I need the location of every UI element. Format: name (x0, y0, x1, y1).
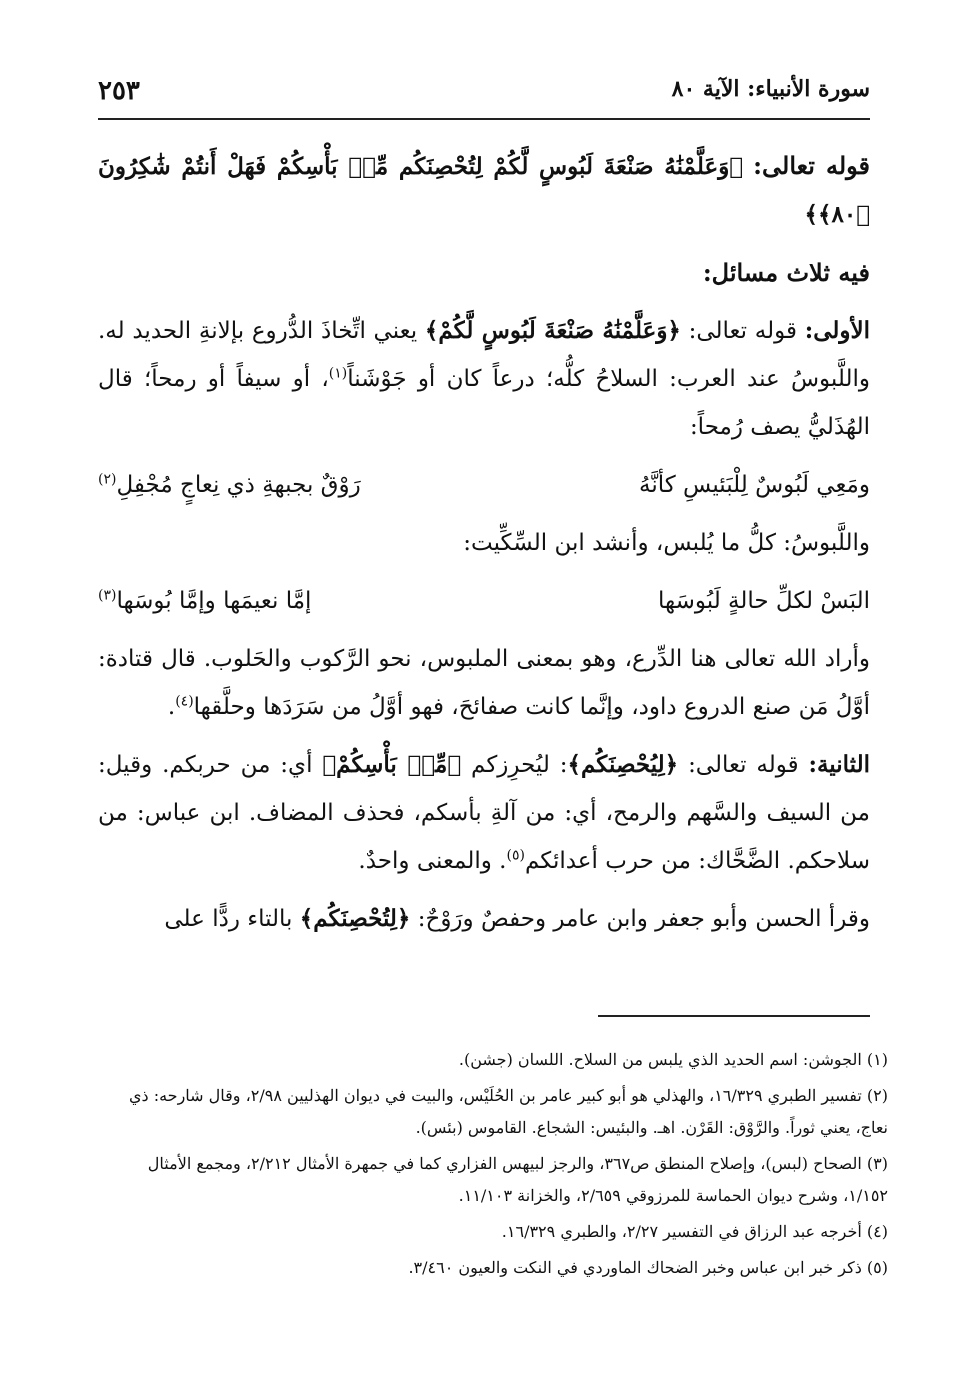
libas-definition: واللَّبوسُ: كلُّ ما يُلبس، وأنشد ابن السِّكِّيت: (463, 530, 870, 556)
first-text-a: قوله تعالى: (688, 318, 797, 344)
intro-paragraph (98, 142, 870, 239)
readings-paragraph (98, 895, 870, 943)
poetry-line-1 (98, 461, 870, 509)
poetry-line-1-second-text: رَوْقٌ بجبهةِ ذي نِعاجٍ مُجْفِلِ (116, 472, 361, 498)
footnote-5: (٥) ذكر خبر ابن عباس وخبر الضحاك الماوردي في النكت والعيون ٣/٤٦٠. (408, 1258, 888, 1277)
readings-verse: ﴿لِتُحْصِنَكُم﴾ (299, 905, 411, 932)
poetry-line-1-second-hemistich (98, 461, 361, 509)
second-verse-2: ﴿مِّنۢ بَأْسِكُمْ﴾ (322, 751, 462, 778)
qatada-text: وأراد الله تعالى هنا الدِّرع، وهو بمعنى الملبوس، نحو الرَّكوب والحَلوب. قال قتادة: أوَّلُ مَن صنع الدروع داود، وإنَّما كانت صفائحَ، فهو أوَّلُ من سَرَدَها وحلَّقها (98, 646, 870, 720)
second-issue-paragraph (98, 741, 870, 885)
footnote-2: (٢) تفسير الطبري ١٦/٣٢٩، والهذلي هو أبو كبير عامر بن الحُلَيْس، والبيت في ديوان الهذليين ٢/٩٨، وقال شارحه: ذي نعاج، يعني ثوراً. والرَّوْق: القَرْن. اهـ. والبئيس: الشجاع. القاموس (بئس). (128, 1086, 888, 1137)
second-text-a: قوله تعالى: (688, 752, 799, 778)
second-verse-1: ﴿لِيُحْصِنَكُم﴾ (567, 751, 679, 778)
intro-lead: قوله تعالى: (753, 151, 871, 180)
qatada-paragraph (98, 635, 870, 731)
first-text-c: ، أو سيفاً أو رمحاً؛ قال الهُذَليُّ يصف رُمحاً: (98, 366, 870, 440)
first-issue-paragraph (98, 307, 870, 451)
qatada-end: . (167, 694, 176, 720)
page-number: ٢٥٣ (98, 76, 140, 106)
page-header (98, 70, 870, 120)
poetry-line-2-first-hemistich: البَسْ لكلِّ حالةٍ لَبُوسَها (658, 588, 870, 614)
footnote-4: (٤) أخرجه عبد الرزاق في التفسير ٢/٢٧، والطبري ١٦/٣٢٩. (501, 1222, 888, 1241)
main-text (98, 142, 870, 953)
second-issue-lead: الثانية: (808, 751, 870, 778)
poetry-line-2-second-hemistich (98, 577, 311, 625)
first-verse: ﴿وَعَلَّمْنَٰهُ صَنْعَةَ لَبُوسٍ لَّكُمْ﴾ (424, 317, 681, 344)
footnote-ref-5[interactable]: (٥) (506, 847, 525, 864)
issues-heading: فيه ثلاث مسائل: (702, 258, 870, 287)
intro-verse: ﴿وَعَلَّمْنَٰهُ صَنْعَةَ لَبُوسٍ لَّكُمْ لِتُحْصِنَكُم مِّنۢ بَأْسِكُمْ فَهَلْ أَنتُمْ شَٰكِرُونَ ﴿٨٠﴾﴾ (98, 153, 870, 228)
poetry-line-1-first-hemistich: ومَعِي لَبُوسٌ لِلْبَئيسِ كأنَّهُ (639, 472, 870, 498)
footnote-ref-4[interactable]: (٤) (175, 693, 194, 710)
second-text-b: : ليُحرِزكم (471, 752, 568, 778)
running-title: سورة الأنبياء: الآية ٨٠ (671, 76, 870, 102)
poetry-line-2 (98, 577, 870, 625)
first-text-b: يعني اتِّخاذَ الدُّروع بإلانةِ الحديد له. واللَّبوسُ عند العرب: السلاحُ كلُّه؛ درعاً كان أو جَوْشَناً (98, 318, 870, 392)
footnotes (98, 1040, 888, 1288)
readings-text-a: وقرأ الحسن وأبو جعفر وابن عامر وحفصٌ ورَوْحٌ: (417, 906, 870, 932)
first-issue-lead: الأولى: (804, 317, 871, 344)
footnote-3: (٣) الصحاح (لبس)، وإصلاح المنطق ص٣٦٧، والرجز لبيهس الفزاري كما في جمهرة الأمثال ٢/٢١٢، ومجمع الأمثال ١/١٥٢، وشرح ديوان الحماسة للمرزوقي ٢/٦٥٩، والخزانة ١١/١٠٣. (147, 1154, 888, 1205)
footnote-ref-1[interactable]: (١) (328, 365, 348, 382)
footnote-ref-3[interactable]: (٣) (98, 587, 117, 604)
readings-text-b: بالتاء ردًّا على (164, 906, 293, 932)
footnote-ref-2[interactable]: (٢) (98, 471, 117, 488)
second-text-d: . والمعنى واحدٌ. (358, 848, 507, 874)
poetry-line-2-second-text: إمَّا نعيمَها وإمَّا بُوسَها (116, 588, 312, 614)
second-text-c: أي: من حربكم. وقيل: من السيف والسَّهم والرمح، أي: من آلةِ بأسكم، فحذف المضاف. ابن عباس: من سلاحكم. الضَّحَّاك: من حرب أعدائكم (98, 752, 870, 874)
footnote-1: (١) الجوشن: اسم الحديد الذي يلبس من السلاح. اللسان (جشن). (458, 1050, 888, 1069)
footnote-divider (598, 1015, 870, 1017)
